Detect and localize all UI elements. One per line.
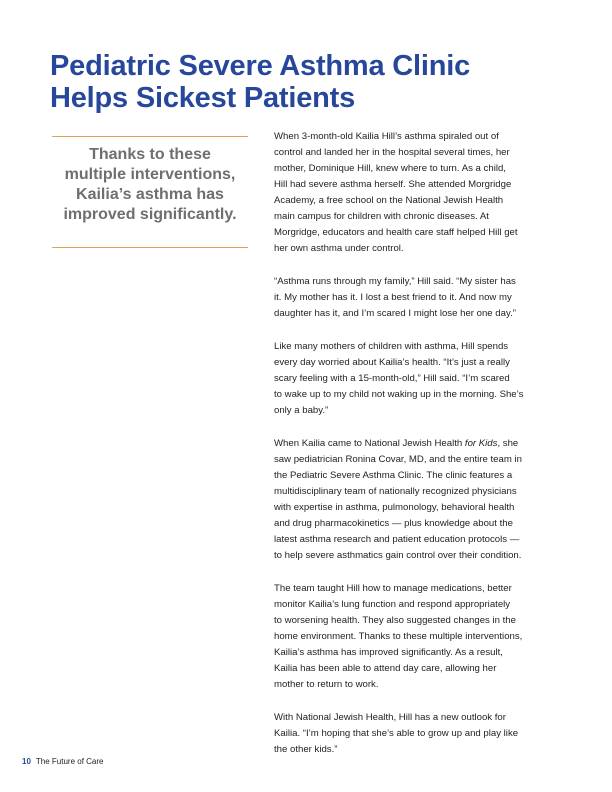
text-line: Kailia’s asthma has improved significantly. As a result, <box>274 647 503 658</box>
paragraph-2 <box>274 274 564 322</box>
text-line: monitor Kailia’s lung function and respond appropriately <box>274 599 511 610</box>
text-line: only a baby.” <box>274 405 329 416</box>
text-line: latest asthma research and patient education protocols — <box>274 534 520 545</box>
pull-quote-line: improved significantly. <box>63 206 237 223</box>
pull-quote-line: multiple interventions, <box>64 166 236 183</box>
page-title <box>50 50 570 114</box>
text-run: , she <box>497 438 519 449</box>
text-line: Morgridge, educators and health care staff helped Hill get <box>274 227 518 238</box>
pull-quote-line: Thanks to these <box>89 146 211 163</box>
text-line: to worsening health. They also suggested changes in the <box>274 615 516 626</box>
text-line: the other kids.” <box>274 744 338 755</box>
text-line: control and landed her in the hospital several times, her <box>274 147 510 158</box>
paragraph-4 <box>274 436 564 564</box>
pull-quote <box>52 136 248 248</box>
text-line: mother, Dominique Hill, knew where to turn. As a child, <box>274 163 506 174</box>
text-line: to wake up to my child not waking up in the morning. She’s <box>274 389 524 400</box>
paragraph-6 <box>274 710 564 758</box>
text-line: Hill had severe asthma herself. She attended Morgridge <box>274 179 512 190</box>
text-line: saw pediatrician Ronina Covar, MD, and the entire team in <box>274 454 522 465</box>
pull-quote-line: Kailia’s asthma has <box>76 186 224 203</box>
paragraph-1 <box>274 129 564 257</box>
text-line: to help severe asthmatics gain control over their condition. <box>274 550 522 561</box>
paragraph-5 <box>274 581 564 693</box>
text-line: home environment. Thanks to these multiple interventions, <box>274 631 523 642</box>
text-line: the Pediatric Severe Asthma Clinic. The clinic features a <box>274 470 513 481</box>
text-line: with expertise in asthma, pulmonology, behavioral health <box>274 502 515 513</box>
text-run: When Kailia came to National Jewish Health <box>274 438 465 449</box>
text-line: When 3-month-old Kailia Hill’s asthma spiraled out of <box>274 131 499 142</box>
text-line: Kailia. “I’m hoping that she’s able to grow up and play like <box>274 728 519 739</box>
text-line: “Asthma runs through my family,” Hill said. “My sister has <box>274 276 516 287</box>
text-line: daughter has it, and I’m scared I might lose her one day.” <box>274 308 516 319</box>
page-footer <box>22 757 104 766</box>
text-line: her own asthma under control. <box>274 243 404 254</box>
text-line: With National Jewish Health, Hill has a new outlook for <box>274 712 506 723</box>
text-line: and drug pharmacokinetics — plus knowledge about the <box>274 518 513 529</box>
text-line: main campus for children with chronic diseases. At <box>274 211 489 222</box>
publication-name: The Future of Care <box>35 757 104 766</box>
title-line-2: Helps Sickest Patients <box>50 82 356 114</box>
text-line <box>274 436 564 452</box>
text-line: scary feeling with a 15-month-old,” Hill said. “I’m scared <box>274 373 510 384</box>
text-line: it. My mother has it. I lost a best friend to it. And now my <box>274 292 512 303</box>
italic-program-name: for Kids <box>464 438 498 449</box>
text-line: Academy, a free school on the National Jewish Health <box>274 195 504 206</box>
text-line: multidisciplinary team of nationally recognized physicians <box>274 486 517 497</box>
text-line: every day worried about Kailia’s health. “It’s just a really <box>274 357 510 368</box>
paragraph-3 <box>274 339 564 419</box>
text-line: The team taught Hill how to manage medications, better <box>274 583 512 594</box>
article-body <box>274 129 564 775</box>
pull-quote-text <box>52 145 248 225</box>
text-line: mother to return to work. <box>274 679 379 690</box>
title-line-1: Pediatric Severe Asthma Clinic <box>50 50 471 82</box>
text-line: Like many mothers of children with asthma, Hill spends <box>274 341 509 352</box>
page-number: 10 <box>22 757 31 766</box>
text-line: Kailia has been able to attend day care, allowing her <box>274 663 497 674</box>
